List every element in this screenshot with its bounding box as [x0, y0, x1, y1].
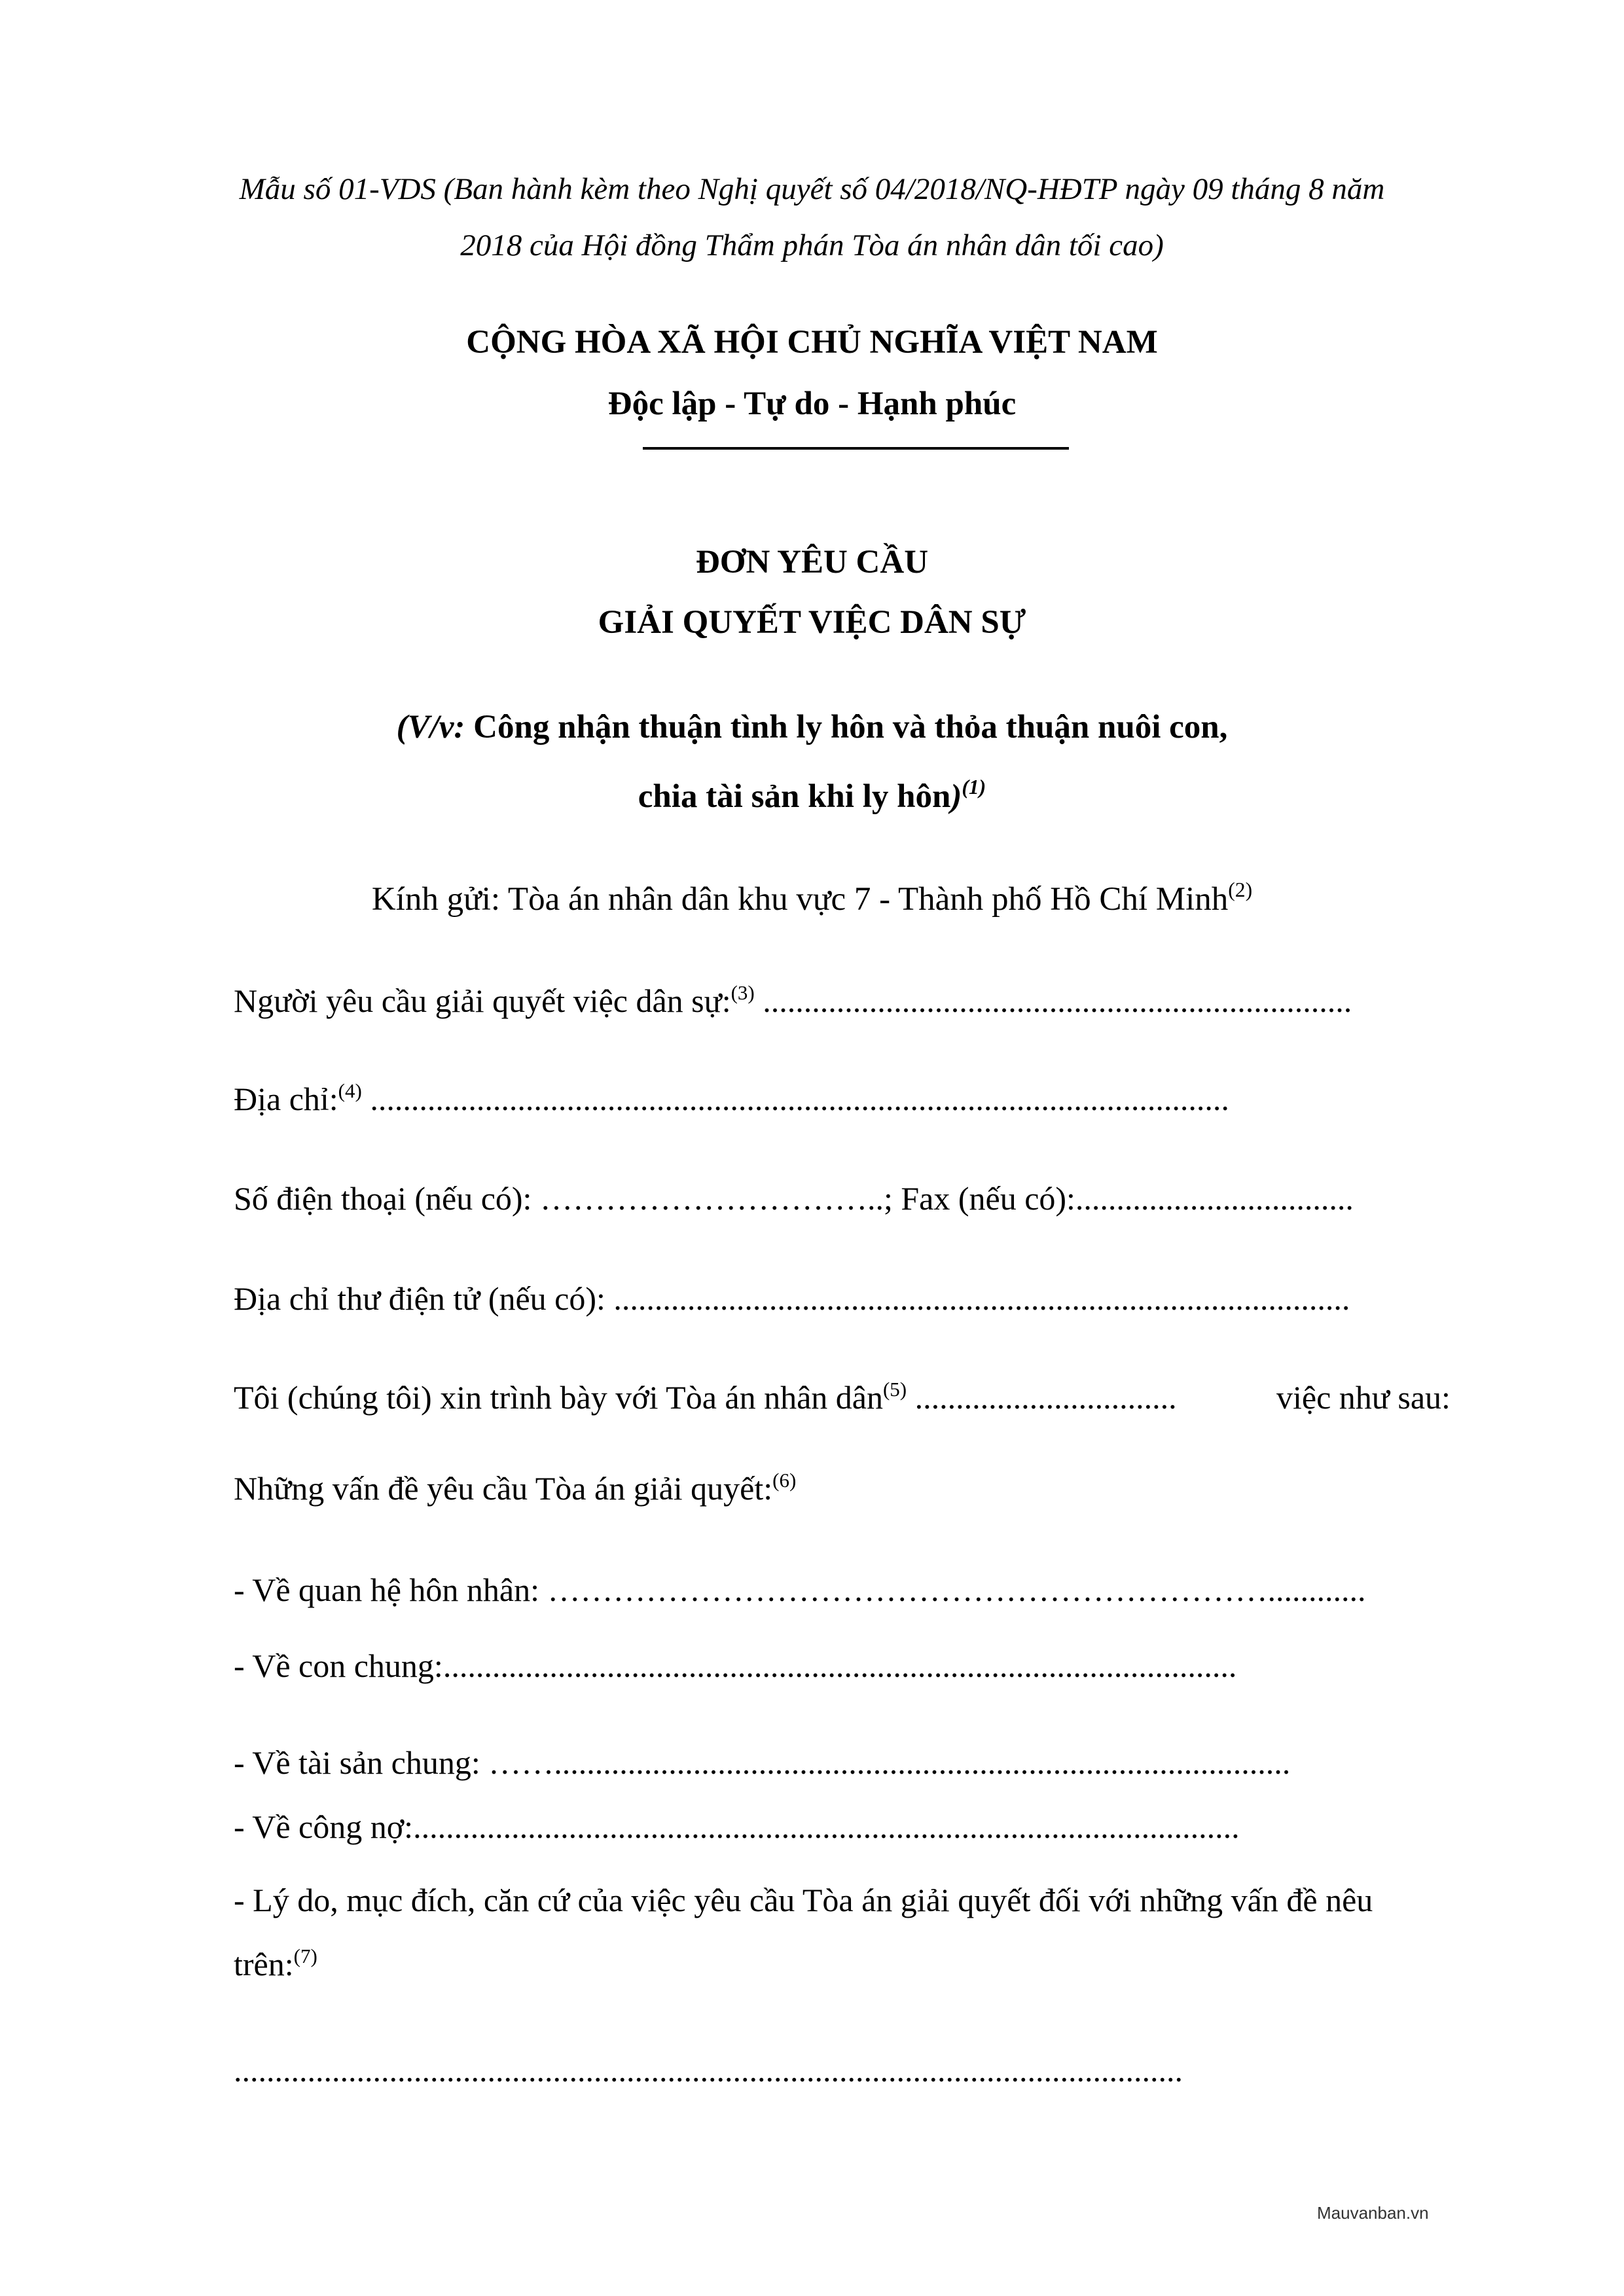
email-label: Địa chỉ thư điện tử (nếu có): — [234, 1280, 614, 1317]
address-dots[interactable]: ......................................................................................................... — [361, 1081, 1229, 1117]
reason-label: trên: — [234, 1946, 294, 1982]
issues-heading — [234, 1469, 796, 1507]
requester-dots[interactable]: ........................................................................ — [754, 982, 1352, 1019]
present-tail: việc như sau: — [1276, 1379, 1451, 1416]
subject-close: ) — [950, 778, 962, 815]
subject-text-2: chia tài sản khi ly hôn — [638, 778, 951, 815]
subject-note: (1) — [962, 776, 986, 799]
issues-label: Những vấn đề yêu cầu Tòa án giải quyết: — [234, 1470, 773, 1507]
requester-field[interactable] — [234, 982, 1352, 1020]
motto-underline — [643, 447, 1069, 450]
nation-heading: CỘNG HÒA XÃ HỘI CHỦ NGHĨA VIỆT NAM — [466, 324, 1158, 361]
email-dots[interactable]: .......................................................................................... — [613, 1280, 1350, 1317]
form-note-line2: 2018 của Hội đồng Thẩm phán Tòa án nhân dân tối cao) — [460, 228, 1164, 262]
present-note: (5) — [882, 1377, 907, 1401]
children-field[interactable]: - Về con chung:................................................................................................. — [234, 1647, 1237, 1684]
subject-line1 — [0, 708, 1624, 746]
title-line2: GIẢI QUYẾT VIỆC DÂN SỰ — [598, 604, 1026, 641]
reason-dots[interactable]: .................................................................................................................... — [234, 2052, 1183, 2089]
present-label: Tôi (chúng tôi) xin trình bày với Tòa án nhân dân — [234, 1379, 883, 1416]
debts-field[interactable]: - Về công nợ:..................................................................................................... — [234, 1808, 1240, 1845]
address-field[interactable] — [234, 1080, 1229, 1118]
email-field[interactable] — [234, 1280, 1350, 1318]
reason-line2 — [234, 1945, 317, 1983]
phone-fax-field[interactable] — [234, 1179, 1354, 1217]
watermark: Mauvanban.vn — [1317, 2203, 1429, 2223]
issues-note: (6) — [772, 1468, 797, 1492]
reason-line1: - Lý do, mục đích, căn cứ của việc yêu cầu Tòa án giải quyết đối với những vấn đề nêu — [234, 1882, 1373, 1918]
motto: Độc lập - Tự do - Hạnh phúc — [607, 386, 1017, 422]
title-line1: ĐƠN YÊU CẦU — [695, 544, 929, 581]
subject-text-1: Công nhận thuận tình ly hôn và thỏa thuận nuôi con, — [465, 709, 1228, 745]
present-line[interactable] — [234, 1378, 1177, 1416]
address-label: Địa chỉ: — [234, 1081, 338, 1117]
subject-prefix: (V/v: — [396, 709, 465, 745]
recipient — [0, 880, 1624, 918]
phone-dots[interactable]: …………………………..; Fax (nếu có):.................................. — [539, 1180, 1354, 1217]
phone-label: Số điện thoại (nếu có): — [234, 1180, 540, 1217]
assets-field[interactable]: - Về tài sản chung: …….......................................................................................... — [234, 1744, 1291, 1781]
reason-note: (7) — [293, 1944, 317, 1967]
requester-note: (3) — [731, 980, 755, 1004]
form-note-line1: Mẫu số 01-VDS (Ban hành kèm theo Nghị quyết số 04/2018/NQ-HĐTP ngày 09 tháng 8 năm — [239, 172, 1385, 206]
requester-label: Người yêu cầu giải quyết việc dân sự: — [234, 982, 731, 1019]
subject-line2 — [0, 778, 1624, 816]
recipient-note: (2) — [1228, 878, 1253, 902]
marriage-field[interactable]: - Về quan hệ hôn nhân: …………………………………………………………............ — [234, 1571, 1366, 1608]
present-dots[interactable]: ................................ — [907, 1379, 1177, 1416]
address-note: (4) — [338, 1079, 362, 1102]
recipient-text: Kính gửi: Tòa án nhân dân khu vực 7 - Thành phố Hồ Chí Minh — [371, 881, 1229, 918]
